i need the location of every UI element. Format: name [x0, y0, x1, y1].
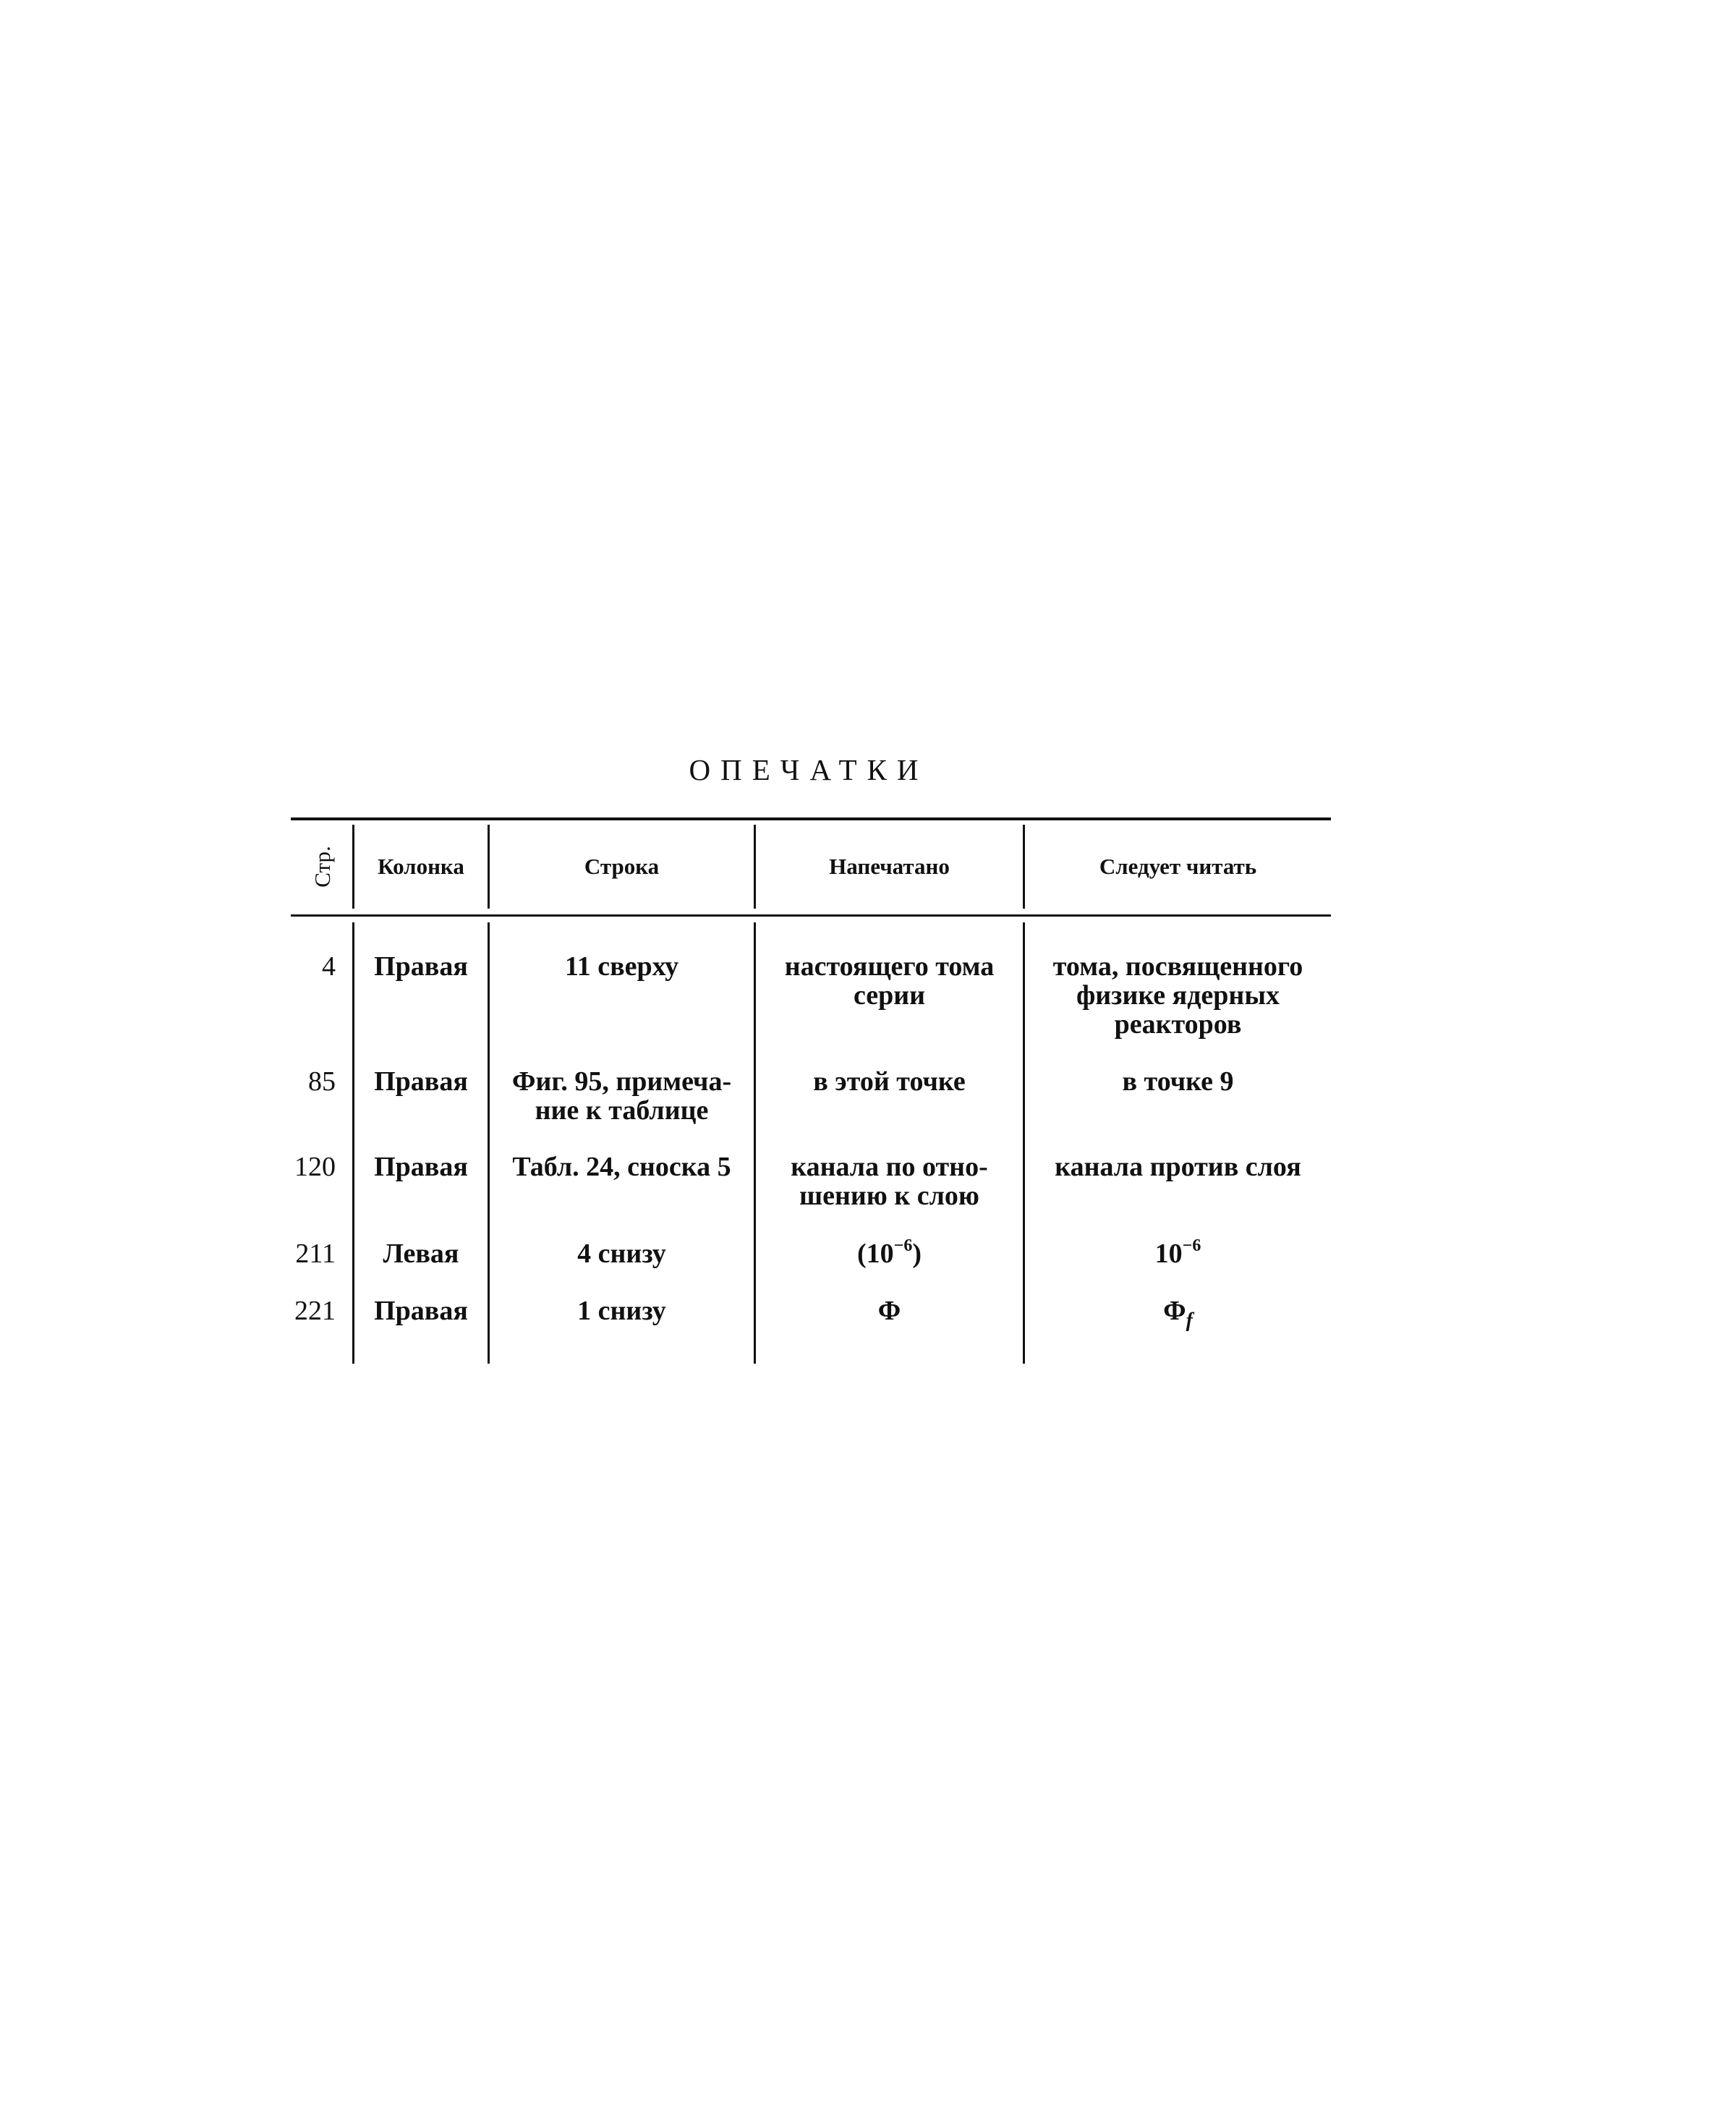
text-line: канала по отно- — [791, 1152, 988, 1182]
text-line: тома, посвященного — [1052, 951, 1303, 982]
formula-symbol: Φ — [1163, 1296, 1186, 1326]
cell-page: 120 — [294, 1152, 336, 1182]
formula-base: (10 — [857, 1239, 894, 1269]
cell-line — [490, 1067, 754, 1125]
cell-column: Правая — [374, 1152, 468, 1182]
cell-correct — [1025, 1296, 1331, 1332]
cell-printed — [756, 952, 1023, 1010]
cell-page: 85 — [308, 1066, 336, 1097]
errata-table — [291, 817, 1331, 1364]
text-line: реакторов — [1114, 1009, 1242, 1040]
cell-correct — [1025, 1236, 1331, 1269]
cell-page: 221 — [294, 1296, 336, 1326]
cell-correct — [1025, 952, 1331, 1039]
header-printed: Напечатано — [829, 854, 950, 879]
cell-correct: канала против слоя — [1055, 1152, 1301, 1182]
text-line: Фиг. 95, примеча- — [511, 1066, 732, 1097]
header-rule — [291, 914, 1331, 917]
text-line: физике ядерных — [1076, 980, 1280, 1011]
cell-printed: в этой точке — [813, 1066, 966, 1097]
formula-exponent: −6 — [1182, 1236, 1201, 1255]
text-line: серии — [853, 980, 926, 1011]
cell-column: Правая — [374, 951, 468, 982]
header-correct: Следует читать — [1099, 854, 1257, 879]
cell-page: 211 — [295, 1239, 336, 1269]
cell-line: 1 снизу — [577, 1296, 666, 1326]
text-line: ние к таблице — [535, 1095, 709, 1126]
header-page: Стр. — [310, 846, 335, 888]
cell-printed: Φ — [877, 1296, 901, 1326]
cell-line: Табл. 24, сноска 5 — [512, 1152, 731, 1182]
formula-subscript: f — [1186, 1309, 1193, 1332]
cell-printed — [756, 1152, 1023, 1210]
formula-close: ) — [912, 1239, 922, 1269]
cell-column: Правая — [374, 1066, 468, 1097]
text-line: настоящего тома — [784, 951, 995, 982]
header-column: Колонка — [378, 854, 464, 879]
page-title: ОПЕЧАТКИ — [689, 753, 929, 786]
cell-page: 4 — [322, 951, 336, 982]
formula-exponent: −6 — [893, 1236, 913, 1255]
cell-column: Правая — [374, 1296, 468, 1326]
cell-column: Левая — [383, 1239, 459, 1269]
text-line: шению к слою — [799, 1181, 979, 1211]
header-line: Строка — [584, 854, 660, 879]
cell-line: 4 снизу — [577, 1239, 666, 1269]
cell-printed — [756, 1236, 1023, 1269]
top-rule — [291, 817, 1331, 820]
cell-correct: в точке 9 — [1122, 1066, 1234, 1097]
formula-base: 10 — [1154, 1239, 1183, 1269]
cell-line: 11 сверху — [564, 951, 679, 982]
